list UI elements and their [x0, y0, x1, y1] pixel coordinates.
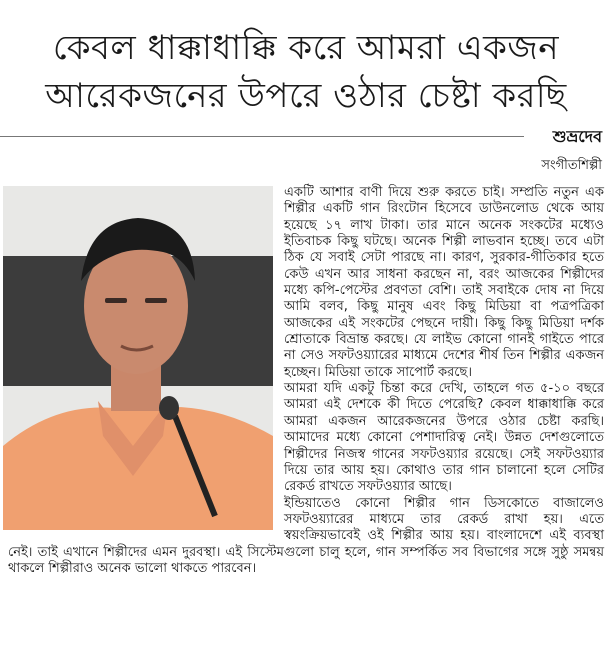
headline-line-1: কেবল ধাক্কাধাক্কি করে আমরা একজন — [52, 28, 560, 68]
article-body — [8, 185, 604, 577]
headline-line-2: আরেকজনের উপরে ওঠার চেষ্টা করছি — [45, 76, 567, 116]
paragraph-1: একটি আশার বাণী দিয়ে শুরু করতে চাই। সম্প্রতি নতুন এক শিল্পীর একটি গান রিংটোন হিসেবে ডাউনলোড থেকে আয় হয়েছে ১৭ লাখ টাকা। তার মানে অনেক সংকটের মধ্যেও ইতিবাচক কিছু ঘটছে। অনেক শিল্পী লাভবান হচ্ছে। তবে এটা ঠিক যে সবাই সেটা পারছে না। কারণ, সুরকার-গীতিকার হতে কেউ এখন আর সাধনা করছেন না, বরং আজকের শিল্পীদের মধ্যে কপি-পেস্টের প্রবণতা বেশি। তাই সবাইকে দোষ না দিয়ে আমি বলব, কিছু মানুষ এবং কিছু মিডিয়া বা পত্রপত্রিকা আজকের এই সংকটের পেছনে দায়ী। কিছু কিছু মিডিয়া দর্শক শ্রোতাকে বিভ্রান্ত করছে। যে লাইভ কোনো গানই গাইতে পারে না সেও সফটওয়্যারের মাধ্যমে দেশের শীর্ষ তিন শিল্পীর একজন হচ্ছেন। মিডিয়া তাকে সাপোর্ট করছে। — [284, 185, 604, 380]
author-role: সংগীতশিল্পী — [541, 158, 602, 173]
photo-spacer — [8, 185, 284, 530]
author-name: শুভ্রদেব — [552, 127, 602, 146]
headline — [20, 24, 592, 120]
paragraph-3: ইন্ডিয়াতেও কোনো শিল্পীর গান ডিসকোতে বাজালেও সফটওয়্যারের মাধ্যমে তার রেকর্ড রাখা হয়। এতে স্বয়ংক্রিয়ভাবেই ওই শিল্পীর আয় হয়। বাংলাদেশে এই ব্যবস্থা নেই। তাই এখানে শিল্পীদের এমন দুরবস্থা। এই সিস্টেমগুলো চালু হলে, গান সম্পর্কিত সব বিভাগের সঙ্গে সুষ্ঠু সমন্বয় থাকলে শিল্পীরাও অনেক ভালো থাকতে পারবেন। — [8, 495, 604, 576]
divider-rule — [0, 136, 524, 137]
paragraph-2: আমরা যদি একটু চিন্তা করে দেখি, তাহলে গত ৫-১০ বছরে আমরা এই দেশকে কী দিতে পেরেছি? কেবল ধাক্কাধাক্কি করে আমরা একজন আরেকজনের উপরে ওঠার চেষ্টা করছি। আমাদের মধ্যে কোনো পেশাদারিত্ব নেই। উন্নত দেশগুলোতে শিল্পীদের নিজস্ব গানের সফটওয়্যার রয়েছে। সেই সফটওয়্যার দিয়ে তার আয় হয়। কোথাও তার গান চালানো হলে সেটির রেকর্ড রাখতে সফটওয়্যার আছে। — [284, 381, 604, 495]
